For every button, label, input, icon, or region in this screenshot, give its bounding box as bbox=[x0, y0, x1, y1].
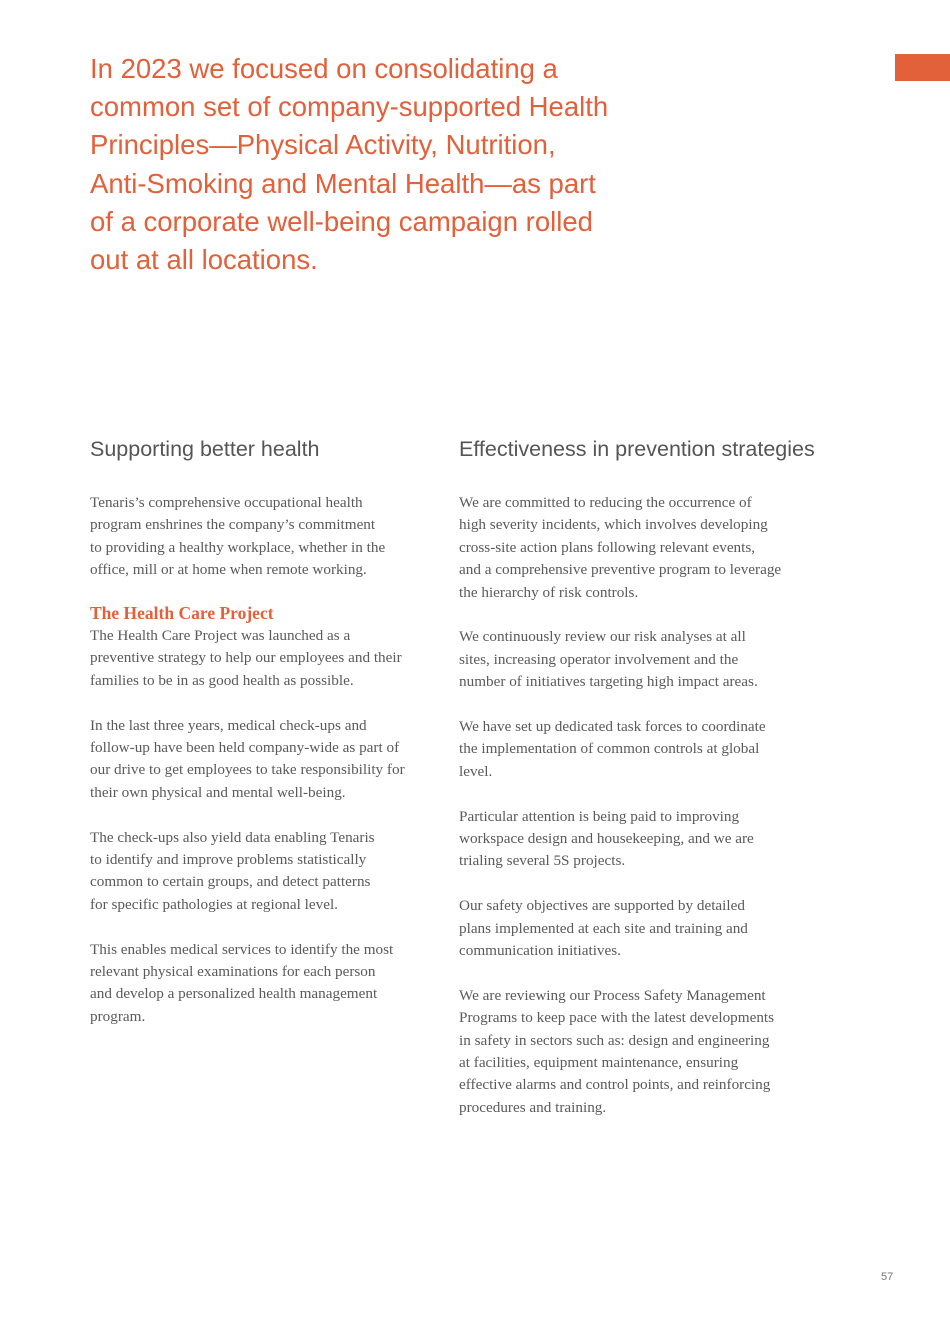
text-line: office, mill or at home when remote working. bbox=[90, 561, 367, 579]
text-line: at facilities, equipment maintenance, ensuring bbox=[459, 1054, 739, 1072]
text-line: communication initiatives. bbox=[459, 942, 621, 960]
text-line: In the last three years, medical check-ups and bbox=[90, 716, 367, 734]
headline-quote bbox=[90, 50, 630, 279]
headline-line: Principles—Physical Activity, Nutrition, bbox=[90, 129, 556, 161]
paragraph bbox=[90, 939, 450, 1029]
left-column bbox=[90, 434, 450, 1051]
intro-paragraph bbox=[90, 492, 450, 582]
headline-line: Anti-Smoking and Mental Health—as part bbox=[90, 167, 596, 199]
paragraph bbox=[90, 715, 450, 805]
headline-line: out at all locations. bbox=[90, 244, 318, 276]
paragraph bbox=[459, 492, 819, 604]
text-line: our drive to get employees to take responsibility for bbox=[90, 761, 405, 779]
text-line: We are committed to reducing the occurrence of bbox=[459, 494, 752, 511]
headline-line: In 2023 we focused on consolidating a bbox=[90, 53, 558, 84]
text-line: effective alarms and control points, and reinforcing bbox=[459, 1076, 771, 1094]
text-line: Our safety objectives are supported by detailed bbox=[459, 897, 745, 915]
text-line: the implementation of common controls at global bbox=[459, 740, 760, 758]
text-line: Tenaris’s comprehensive occupational health bbox=[90, 494, 363, 511]
paragraph bbox=[459, 626, 819, 693]
text-line: number of initiatives targeting high impact areas. bbox=[459, 673, 758, 691]
text-line: the hierarchy of risk controls. bbox=[459, 583, 639, 601]
text-line: procedures and training. bbox=[459, 1098, 607, 1116]
paragraph bbox=[459, 716, 819, 783]
text-line: trialing several 5S projects. bbox=[459, 852, 626, 870]
headline-line: of a corporate well-being campaign rolled bbox=[90, 205, 593, 237]
text-line: their own physical and mental well-being. bbox=[90, 783, 346, 801]
paragraph bbox=[459, 985, 819, 1119]
subheading-health-care-project: The Health Care Project bbox=[90, 603, 274, 624]
paragraph bbox=[459, 806, 819, 873]
text-line: This enables medical services to identify the most bbox=[90, 940, 394, 958]
text-line: workspace design and housekeeping, and we are bbox=[459, 830, 754, 848]
text-line: preventive strategy to help our employees and their bbox=[90, 649, 402, 667]
text-line: to providing a healthy workplace, whether in the bbox=[90, 538, 386, 556]
text-line: We are reviewing our Process Safety Management bbox=[459, 986, 766, 1004]
text-line: We continuously review our risk analyses at all bbox=[459, 628, 746, 646]
text-line: follow-up have been held company-wide as part of bbox=[90, 739, 400, 757]
paragraph bbox=[459, 895, 819, 962]
text-line: program enshrines the company’s commitment bbox=[90, 516, 376, 534]
section-title-prevention-strategies: Effectiveness in prevention strategies bbox=[459, 437, 815, 461]
text-line: plans implemented at each site and training and bbox=[459, 919, 748, 937]
text-line: relevant physical examinations for each person bbox=[90, 963, 376, 981]
text-line: Programs to keep pace with the latest developments bbox=[459, 1009, 775, 1027]
section-title-supporting-health: Supporting better health bbox=[90, 437, 320, 461]
text-line: for specific pathologies at regional level. bbox=[90, 895, 338, 913]
text-line: sites, increasing operator involvement and the bbox=[459, 650, 739, 668]
text-line: The check-ups also yield data enabling Tenaris bbox=[90, 828, 375, 846]
paragraph bbox=[90, 827, 450, 917]
text-line: We have set up dedicated task forces to coordinate bbox=[459, 718, 766, 736]
text-line: to identify and improve problems statistically bbox=[90, 851, 367, 869]
text-line: high severity incidents, which involves developing bbox=[459, 516, 768, 534]
text-line: and a comprehensive preventive program to leverage bbox=[459, 561, 782, 579]
headline-line: common set of company-supported Health bbox=[90, 91, 609, 123]
text-line: in safety in sectors such as: design and engineering bbox=[459, 1031, 770, 1049]
text-line: common to certain groups, and detect patterns bbox=[90, 873, 371, 891]
section-accent-tab bbox=[895, 54, 950, 81]
text-line: and develop a personalized health management bbox=[90, 985, 378, 1003]
text-line: families to be in as good health as possible. bbox=[90, 671, 354, 689]
right-column bbox=[459, 434, 819, 1142]
paragraph bbox=[90, 625, 450, 692]
text-line: The Health Care Project was launched as a bbox=[90, 627, 351, 645]
text-line: Particular attention is being paid to improving bbox=[459, 807, 740, 825]
text-line: level. bbox=[459, 762, 493, 780]
page-number: 57 bbox=[881, 1271, 894, 1283]
text-line: program. bbox=[90, 1007, 146, 1025]
text-line: cross-site action plans following relevant events, bbox=[459, 538, 756, 556]
